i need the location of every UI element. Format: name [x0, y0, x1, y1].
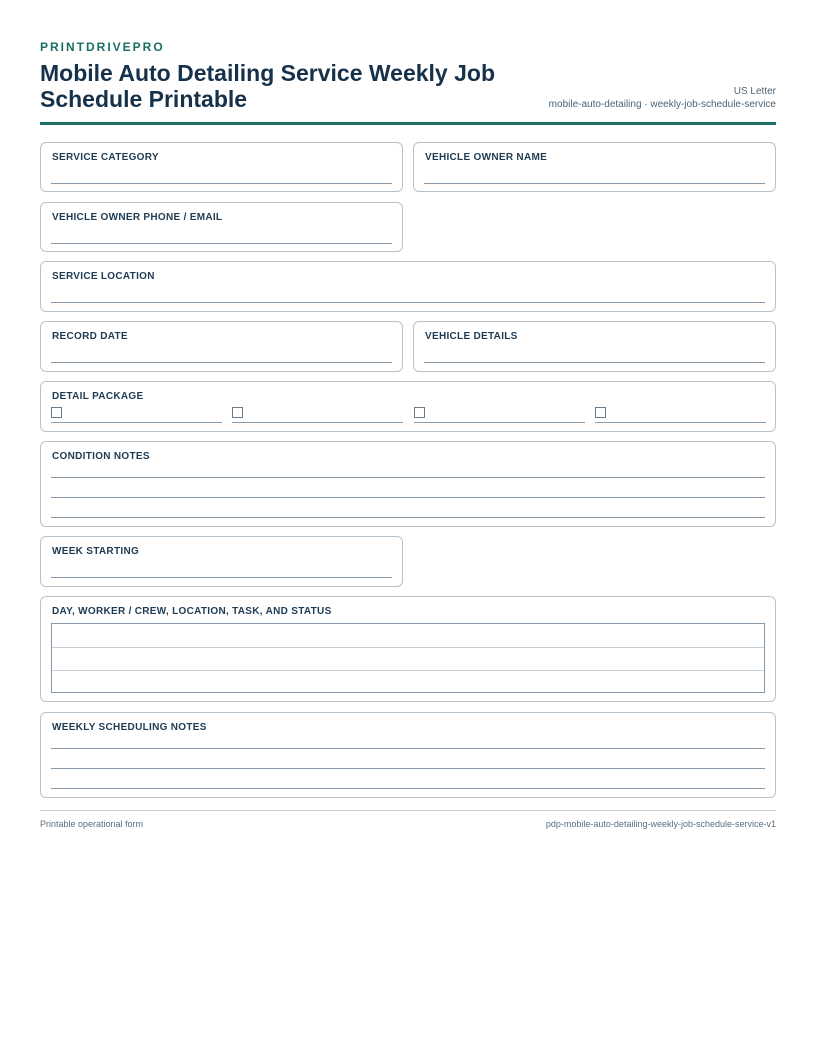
weekly-notes-line[interactable] — [51, 748, 765, 749]
detail-package-label: DETAIL PACKAGE — [52, 391, 144, 402]
option-write-line — [595, 422, 766, 423]
table-row-divider — [52, 647, 764, 648]
condition-notes-field[interactable] — [40, 441, 776, 527]
vehicle-owner-contact-input-line[interactable] — [51, 243, 392, 244]
header-divider — [40, 122, 776, 125]
weekly-notes-line[interactable] — [51, 788, 765, 789]
service-category-field[interactable] — [40, 142, 403, 192]
vehicle-owner-contact-field[interactable] — [40, 202, 403, 252]
footer-form-type: Printable operational form — [40, 819, 144, 829]
detail-package-field — [40, 381, 776, 432]
schedule-table-field — [40, 596, 776, 702]
service-category-label: SERVICE CATEGORY — [52, 152, 159, 163]
paper-size: US Letter — [733, 86, 776, 97]
vehicle-owner-name-input-line[interactable] — [424, 183, 765, 184]
detail-package-option[interactable] — [51, 406, 222, 423]
vehicle-details-field[interactable] — [413, 321, 776, 372]
checkbox[interactable] — [414, 407, 425, 418]
document-slug: mobile-auto-detailing · weekly-job-schedule-service — [548, 99, 776, 110]
detail-package-option[interactable] — [414, 406, 585, 423]
condition-notes-line[interactable] — [51, 477, 765, 478]
option-write-line — [51, 422, 222, 423]
vehicle-owner-contact-label: VEHICLE OWNER PHONE / EMAIL — [52, 212, 223, 223]
condition-notes-line[interactable] — [51, 497, 765, 498]
week-starting-field[interactable] — [40, 536, 403, 587]
vehicle-owner-name-label: VEHICLE OWNER NAME — [425, 152, 548, 163]
service-location-label: SERVICE LOCATION — [52, 271, 155, 282]
document-meta — [549, 85, 776, 111]
option-write-line — [232, 422, 403, 423]
footer-form-id: pdp-mobile-auto-detailing-weekly-job-schedule-service-v1 — [545, 819, 776, 829]
detail-package-option[interactable] — [595, 406, 766, 423]
page-title: Mobile Auto Detailing Service Weekly Job Schedule Printable — [40, 60, 496, 112]
weekly-notes-line[interactable] — [51, 768, 765, 769]
checkbox[interactable] — [595, 407, 606, 418]
schedule-table[interactable] — [51, 623, 765, 693]
service-category-input-line[interactable] — [51, 183, 392, 184]
service-location-input-line[interactable] — [51, 302, 765, 303]
service-location-field[interactable] — [40, 261, 776, 312]
checkbox[interactable] — [232, 407, 243, 418]
week-starting-label: WEEK STARTING — [52, 546, 140, 557]
week-starting-input-line[interactable] — [51, 577, 392, 578]
record-date-input-line[interactable] — [51, 362, 392, 363]
brand-name: PRINTDRIVEPRO — [40, 40, 165, 54]
vehicle-owner-name-field[interactable] — [413, 142, 776, 192]
footer-divider — [40, 810, 776, 811]
schedule-table-label: DAY, WORKER / CREW, LOCATION, TASK, AND STATUS — [52, 606, 332, 617]
vehicle-details-label: VEHICLE DETAILS — [425, 331, 518, 342]
condition-notes-line[interactable] — [51, 517, 765, 518]
checkbox[interactable] — [51, 407, 62, 418]
vehicle-details-input-line[interactable] — [424, 362, 765, 363]
condition-notes-label: CONDITION NOTES — [52, 451, 150, 462]
record-date-label: RECORD DATE — [52, 331, 128, 342]
weekly-notes-label: WEEKLY SCHEDULING NOTES — [52, 722, 207, 733]
option-write-line — [414, 422, 585, 423]
table-row-divider — [52, 670, 764, 671]
detail-package-option[interactable] — [232, 406, 403, 423]
weekly-notes-field[interactable] — [40, 712, 776, 798]
record-date-field[interactable] — [40, 321, 403, 372]
